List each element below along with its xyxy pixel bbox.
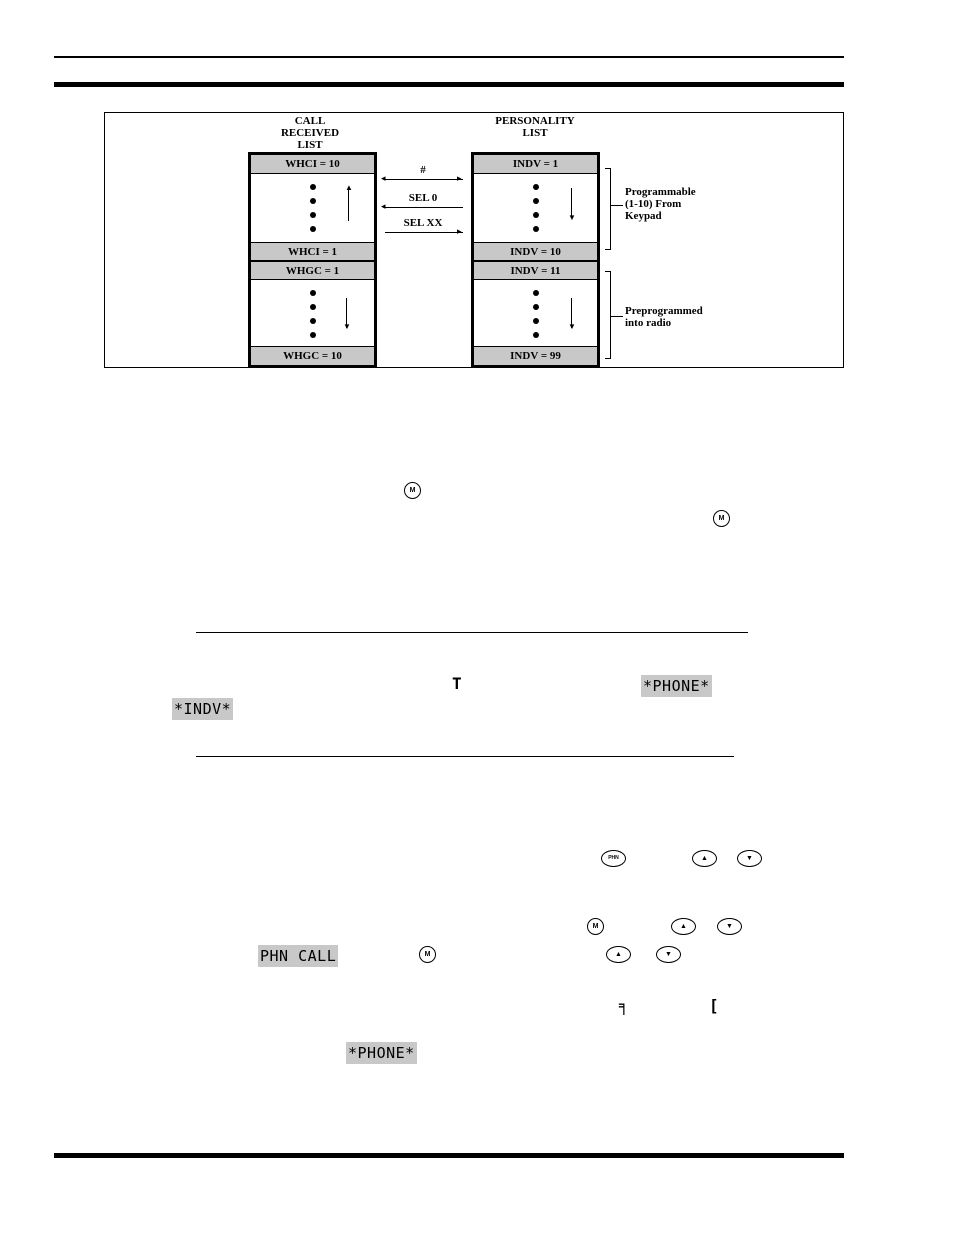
list-item: INDV = 1: [474, 155, 597, 174]
list-item: WHGC = 1: [251, 261, 374, 280]
personality-list-header: PERSONALITY LIST: [495, 115, 575, 139]
phone-onhook-icon: [: [709, 996, 719, 1015]
list-item: INDV = 11: [474, 261, 597, 280]
display-indv: *INDV*: [174, 700, 232, 718]
call-received-list-header: CALL RECEIVED LIST: [280, 115, 340, 151]
programmable-label: Programmable (1-10) From Keypad: [625, 186, 696, 222]
footer-rule: [54, 1153, 844, 1158]
arrow-label-hash: #: [420, 164, 426, 176]
menu-button-icon: M: [713, 510, 730, 527]
up-arrow-icon: [348, 188, 349, 221]
down-button-icon: ▼: [737, 850, 762, 867]
list-item: WHCI = 10: [251, 155, 374, 174]
antenna-icon: T: [452, 674, 462, 693]
phn-button-icon: PHN: [601, 850, 626, 867]
note-rule-top: [196, 632, 748, 633]
list-item: INDV = 99: [474, 346, 597, 365]
list-item: WHGC = 10: [251, 346, 374, 365]
list-item: WHCI = 1: [251, 242, 374, 261]
arrow-label-sel0: SEL 0: [408, 192, 438, 204]
menu-button-icon: M: [587, 918, 604, 935]
display-phone: *PHONE*: [643, 677, 710, 695]
preprogrammed-label: Preprogrammed into radio: [625, 305, 703, 329]
phone-offhook-icon: ╕: [619, 996, 629, 1015]
up-button-icon: ▲: [671, 918, 696, 935]
display-phone-2: *PHONE*: [348, 1044, 415, 1062]
header-rule-thick: [54, 82, 844, 87]
menu-button-icon: M: [404, 482, 421, 499]
down-button-icon: ▼: [656, 946, 681, 963]
up-button-icon: ▲: [606, 946, 631, 963]
list-item: INDV = 10: [474, 242, 597, 261]
header-rule-thin: [54, 56, 844, 58]
display-phn-call: PHN CALL: [260, 947, 337, 965]
note-rule-bottom: [196, 756, 734, 757]
call-list-figure: CALL RECEIVED LIST PERSONALITY LIST WHCI = 10 ▲ WHCI = 1 WHGC = 1 ▼ WHGC = 10 # ◂ ▸ SEL 0 ◂ SEL XX ▸ INDV = 1 ▼ INDV = 10 INDV = 11 ▼ INDV = 99 Programmable (1-10) From Keypad Preprogrammed into radio: [104, 112, 844, 368]
arrow-label-selxx: SEL XX: [403, 217, 443, 229]
down-button-icon: ▼: [717, 918, 742, 935]
brace-programmable: [605, 168, 611, 250]
brace-preprogrammed: [605, 271, 611, 359]
personality-list: INDV = 1 ▼ INDV = 10 INDV = 11 ▼ INDV = 99: [471, 152, 600, 367]
call-received-list: WHCI = 10 ▲ WHCI = 1 WHGC = 1 ▼ WHGC = 10: [248, 152, 377, 367]
up-button-icon: ▲: [692, 850, 717, 867]
menu-button-icon: M: [419, 946, 436, 963]
